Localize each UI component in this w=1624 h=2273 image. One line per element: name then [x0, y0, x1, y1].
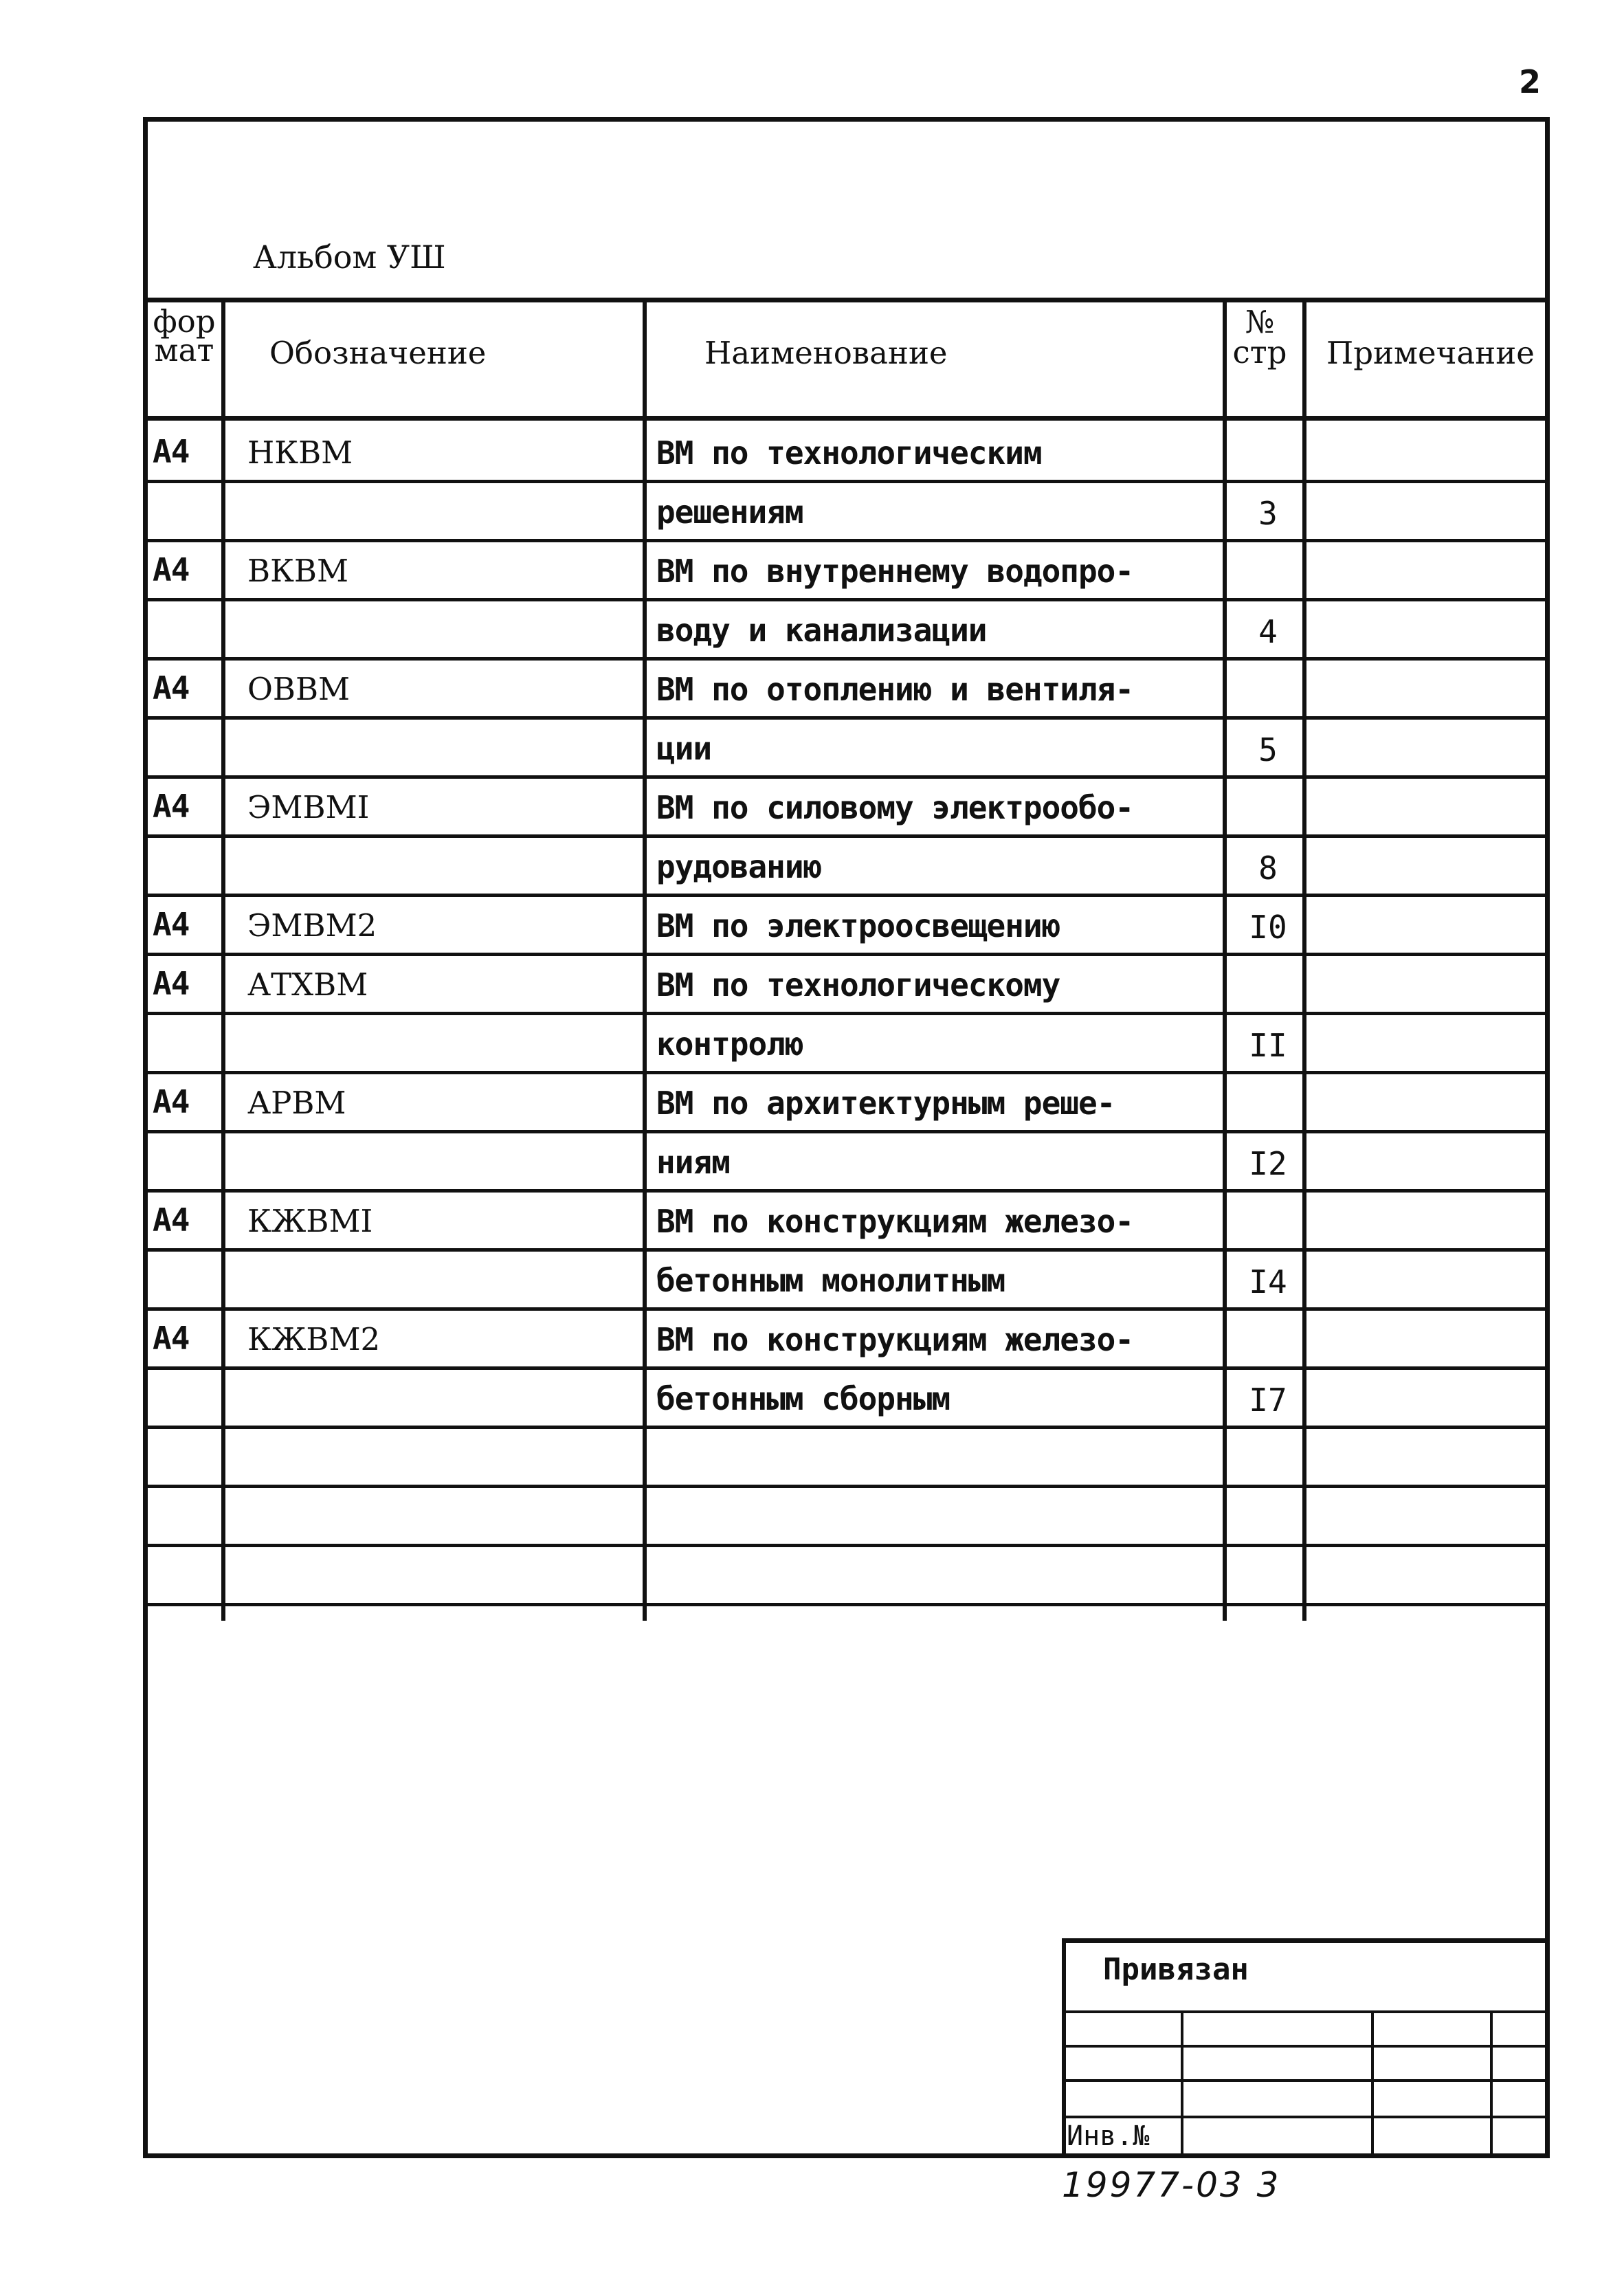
cell-page: 3 — [1258, 495, 1278, 532]
cell-page: 8 — [1258, 850, 1278, 887]
cell-format: A4 — [153, 788, 190, 825]
header-name: Наименование — [704, 335, 948, 371]
inventory-label: Инв.№ — [1067, 2120, 1150, 2152]
col-line-format — [221, 302, 225, 1621]
album-title: Альбом УШ — [253, 239, 446, 276]
stamp-top-line — [1062, 1938, 1550, 1943]
page-number: 2 — [1519, 63, 1542, 100]
stamp-col-3 — [1490, 2010, 1493, 2156]
stamp-line-4 — [1062, 2116, 1550, 2118]
cell-designation: ЭМВМ2 — [247, 907, 377, 944]
cell-name-line: ции — [656, 730, 712, 767]
cell-format: A4 — [153, 1083, 190, 1120]
cell-format: A4 — [153, 965, 190, 1002]
cell-name-line: ВМ по конструкциям железо- — [656, 1321, 1134, 1358]
document-code: 19977-03 3 — [1062, 2165, 1281, 2205]
header-note: Примечание — [1326, 335, 1535, 371]
cell-name-line: ВМ по технологическому — [656, 966, 1060, 1004]
cell-name-line: бетонным монолитным — [656, 1262, 1005, 1299]
header-bottom-line — [143, 416, 1550, 421]
cell-page: 4 — [1258, 613, 1278, 650]
header-top-line — [143, 298, 1550, 302]
row-divider — [143, 834, 1550, 838]
cell-page: 5 — [1258, 731, 1278, 768]
row-divider — [143, 1189, 1550, 1193]
row-divider — [143, 657, 1550, 661]
row-divider — [143, 1248, 1550, 1252]
cell-name-line: ВМ по архитектурным реше- — [656, 1085, 1115, 1122]
row-divider — [143, 894, 1550, 897]
cell-format: A4 — [153, 906, 190, 943]
row-divider — [143, 480, 1550, 483]
cell-format: A4 — [153, 1201, 190, 1239]
row-divider — [143, 716, 1550, 720]
cell-designation: НКВМ — [247, 434, 353, 471]
cell-designation: ОВВМ — [247, 671, 351, 707]
row-divider — [143, 1307, 1550, 1311]
row-divider — [143, 1485, 1550, 1488]
cell-format: A4 — [153, 669, 190, 707]
stamp-col-1 — [1181, 2010, 1183, 2156]
col-line-page — [1302, 302, 1306, 1621]
col-line-designation — [643, 302, 647, 1621]
row-divider — [143, 1130, 1550, 1133]
cell-designation: КЖВМI — [247, 1203, 373, 1239]
row-divider — [143, 775, 1550, 779]
row-divider — [143, 1071, 1550, 1074]
cell-page: I4 — [1249, 1263, 1287, 1300]
cell-name-line: ВМ по внутреннему водопро- — [656, 553, 1134, 590]
stamp-col-2 — [1371, 2010, 1374, 2156]
cell-page: II — [1249, 1027, 1287, 1064]
row-divider — [143, 1603, 1550, 1606]
cell-designation: ЭМВМI — [247, 789, 370, 825]
cell-designation: АТХВМ — [247, 966, 368, 1003]
stamp-line-2 — [1062, 2045, 1550, 2048]
cell-designation: ВКВМ — [247, 553, 349, 589]
row-divider — [143, 1366, 1550, 1370]
cell-designation: КЖВМ2 — [247, 1321, 381, 1357]
stamp-title: Привязан — [1103, 1952, 1249, 1987]
cell-name-line: ВМ по силовому электрообо- — [656, 789, 1134, 826]
row-divider — [143, 1426, 1550, 1429]
cell-page: I7 — [1249, 1382, 1287, 1419]
cell-name-line: ВМ по конструкциям железо- — [656, 1203, 1134, 1240]
cell-name-line: контролю — [656, 1025, 803, 1063]
row-divider — [143, 539, 1550, 542]
header-designation: Обозначение — [269, 335, 487, 371]
cell-format: A4 — [153, 1320, 190, 1357]
cell-page: I0 — [1249, 909, 1287, 946]
cell-format: A4 — [153, 433, 190, 470]
row-divider — [143, 1544, 1550, 1547]
cell-name-line: воду и канализации — [656, 612, 987, 649]
stamp-line-1 — [1062, 2010, 1550, 2013]
row-divider — [143, 1012, 1550, 1015]
cell-page: I2 — [1249, 1145, 1287, 1182]
header-page: № стр — [1232, 304, 1287, 370]
cell-designation: АРВМ — [247, 1085, 346, 1121]
cell-name-line: ВМ по электроосвещению — [656, 907, 1060, 944]
header-format: фор мат — [153, 303, 216, 368]
cell-name-line: ниям — [656, 1144, 730, 1181]
stamp-line-3 — [1062, 2079, 1550, 2082]
cell-format: A4 — [153, 551, 190, 588]
cell-name-line: ВМ по технологическим — [656, 434, 1042, 472]
row-divider — [143, 598, 1550, 601]
cell-name-line: решениям — [656, 494, 803, 531]
cell-name-line: бетонным сборным — [656, 1380, 950, 1417]
col-line-name — [1223, 302, 1227, 1621]
row-divider — [143, 953, 1550, 956]
stamp-left-line — [1062, 1938, 1066, 2158]
drawing-frame — [143, 117, 1550, 2158]
cell-name-line: рудованию — [656, 848, 822, 885]
cell-name-line: ВМ по отоплению и вентиля- — [656, 671, 1134, 708]
